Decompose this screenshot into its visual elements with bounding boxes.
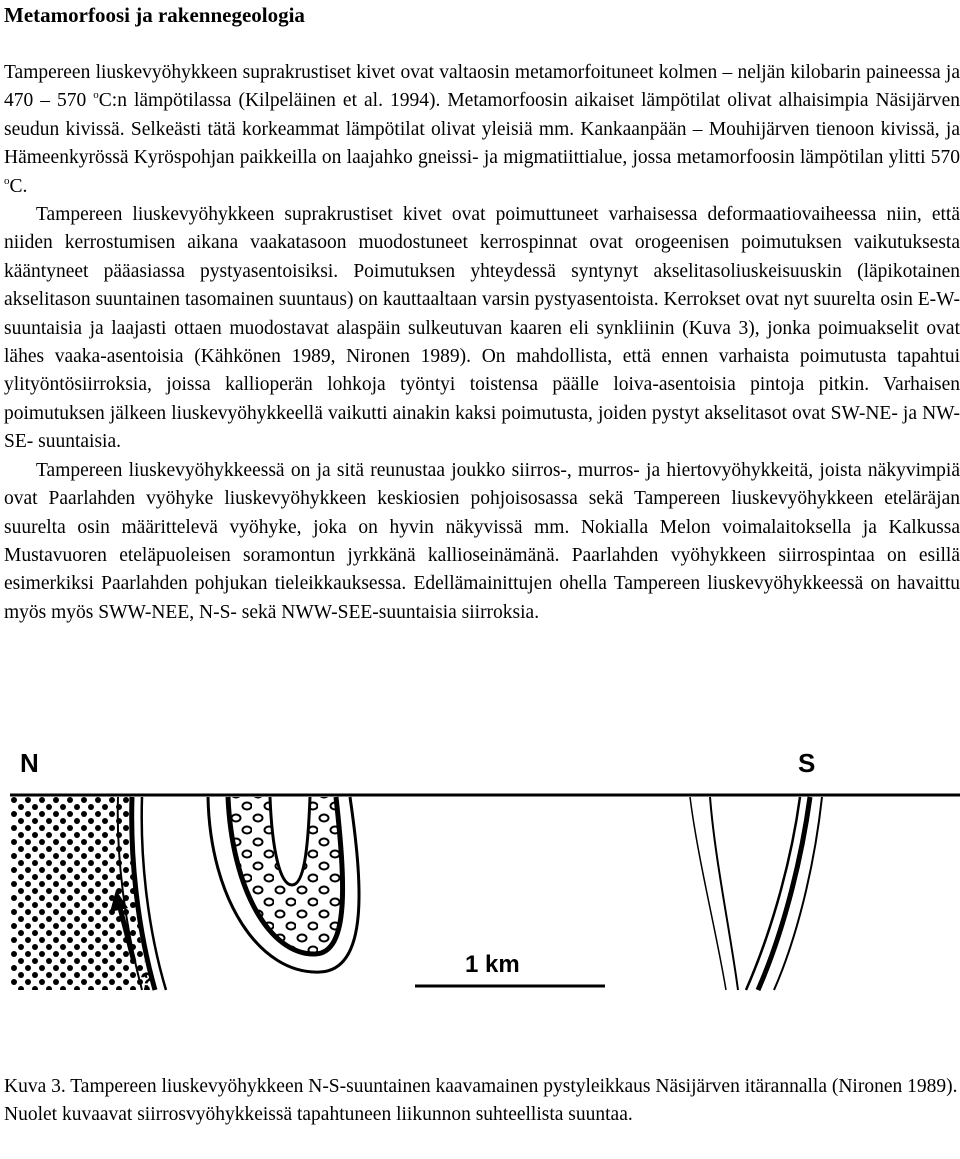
paragraph-fault-zones: Tampereen liuskevyöhykkeessä on ja sitä reunustaa joukko siirros-, murros- ja hiertovyöhykkeitä, joista näkyvimpiä ovat Paarlahden vyöhyke liuskevyöhykkeen keskiosien pohjoisosassa sekä Tampereen liuskevyöhykkeen eteläräjan suurelta osin määrittelevä vyöhyke, joka on hyvin näkyvissä mm. Nokialla Melon voimalaitoksella ja Kalkussa Mustavuoren eteläpuoleisen soramontun jyrkkänä kallioseinämänä. Paarlahden vyöhykkeen siirrospintaa on esillä esimerkiksi Paarlahden pohjukan tieleikkauksessa. Edellämainittujen ohella Tampereen liuskevyöhykkeessä on havaittu myös myös SWW-NEE, N-S- sekä NWW-SEE-suuntaisia siirroksia. bbox=[4, 459, 960, 623]
paragraph-metamorphism bbox=[4, 59, 960, 201]
hatched-rock-unit-2 bbox=[690, 797, 726, 990]
scale-label: 1 km bbox=[465, 951, 520, 978]
dotted-rock-unit bbox=[10, 797, 150, 990]
body-text bbox=[4, 59, 960, 627]
cross-section-figure bbox=[10, 740, 960, 1030]
south-label: S bbox=[798, 748, 816, 778]
section-title: Metamorfoosi ja rakennegeologia bbox=[4, 3, 305, 27]
cross-section-diagram bbox=[10, 740, 960, 1030]
document-page bbox=[4, 0, 956, 28]
question-mark: ? bbox=[140, 968, 154, 993]
paragraph-folding: Tampereen liuskevyöhykkeen suprakrustiset kivet ovat poimuttuneet varhaisessa deformaatiovaiheessa niin, että niiden kerrostumisen aikana vaakatasoon muodostuneet kerrospinnat ovat orogeenisen poimutuksen vaikutuksesta kääntyneet pääasiassa pystyasentoisiksi. Poimutuksen yhteydessä syntynyt akselitasoliuskeisuuskin (läpikotainen akselitason suuntainen tasomainen suuntaus) on kauttaaltaan varsin pystyasentoista. Kerrokset ovat nyt suurelta osin E-W-suuntaisia ja laajasti ottaen muodostavat alaspäin sulkeutuvan kaaren eli synkliinin (Kuva 3), jonka poimuakselit ovat lähes vaaka-asentoisia (Kähkönen 1989, Nironen 1989). On mahdollista, että ennen varhaista poimutusta tapahtui ylityöntösiirroksia, joissa kallioperän lohkoja työntyi toistensa päälle loiva-asentoisia pintoja pitkin. Varhaisen poimutuksen jälkeen liuskevyöhykkeellä vaikutti ainakin kaksi poimutusta, joiden pystyt akselitasot ovat SW-NE- ja NW-SE- suuntaisia. bbox=[4, 204, 960, 453]
hatched-rock-unit bbox=[710, 797, 738, 990]
north-label: N bbox=[20, 748, 39, 778]
fault-zone-right bbox=[758, 797, 810, 990]
degree-superscript: o bbox=[93, 89, 99, 102]
figure-caption: Kuva 3. Tampereen liuskevyöhykkeen N-S-suuntainen kaavamainen pystyleikkaus Näsijärven itärannalla (Nironen 1989). Nuolet kuvaavat siirrosvyöhykkeissä tapahtuneen liikunnon suhteellista suuntaa. bbox=[4, 1076, 958, 1126]
paragraph-1-part-1: Tampereen liuskevyöhykkeen suprakrustiset kivet ovat valtaosin metamorfoituneet kolmen – neljän kilobarin paineessa ja 470 – 570 bbox=[4, 62, 960, 112]
degree-superscript: o bbox=[4, 174, 10, 187]
paragraph-1-part-2: C:n lämpötilassa (Kilpeläinen et al. 1994). Metamorfoosin aikaiset lämpötilat olivat alhaisimpia Näsijärven seudun kivissä. Selkeästi tätä korkeammat lämpötilat olivat yleisiä mm. Kankaanpään – Mouhijärven tienoon kivissä, ja Hämeenkyrössä Kyröspohjan paikkeilla on laajahko gneissi- ja migmatiittialue, jossa metamorfoosin lämpötilan ylitti 570 bbox=[4, 90, 960, 169]
paragraph-1-part-3: C. bbox=[9, 175, 28, 197]
